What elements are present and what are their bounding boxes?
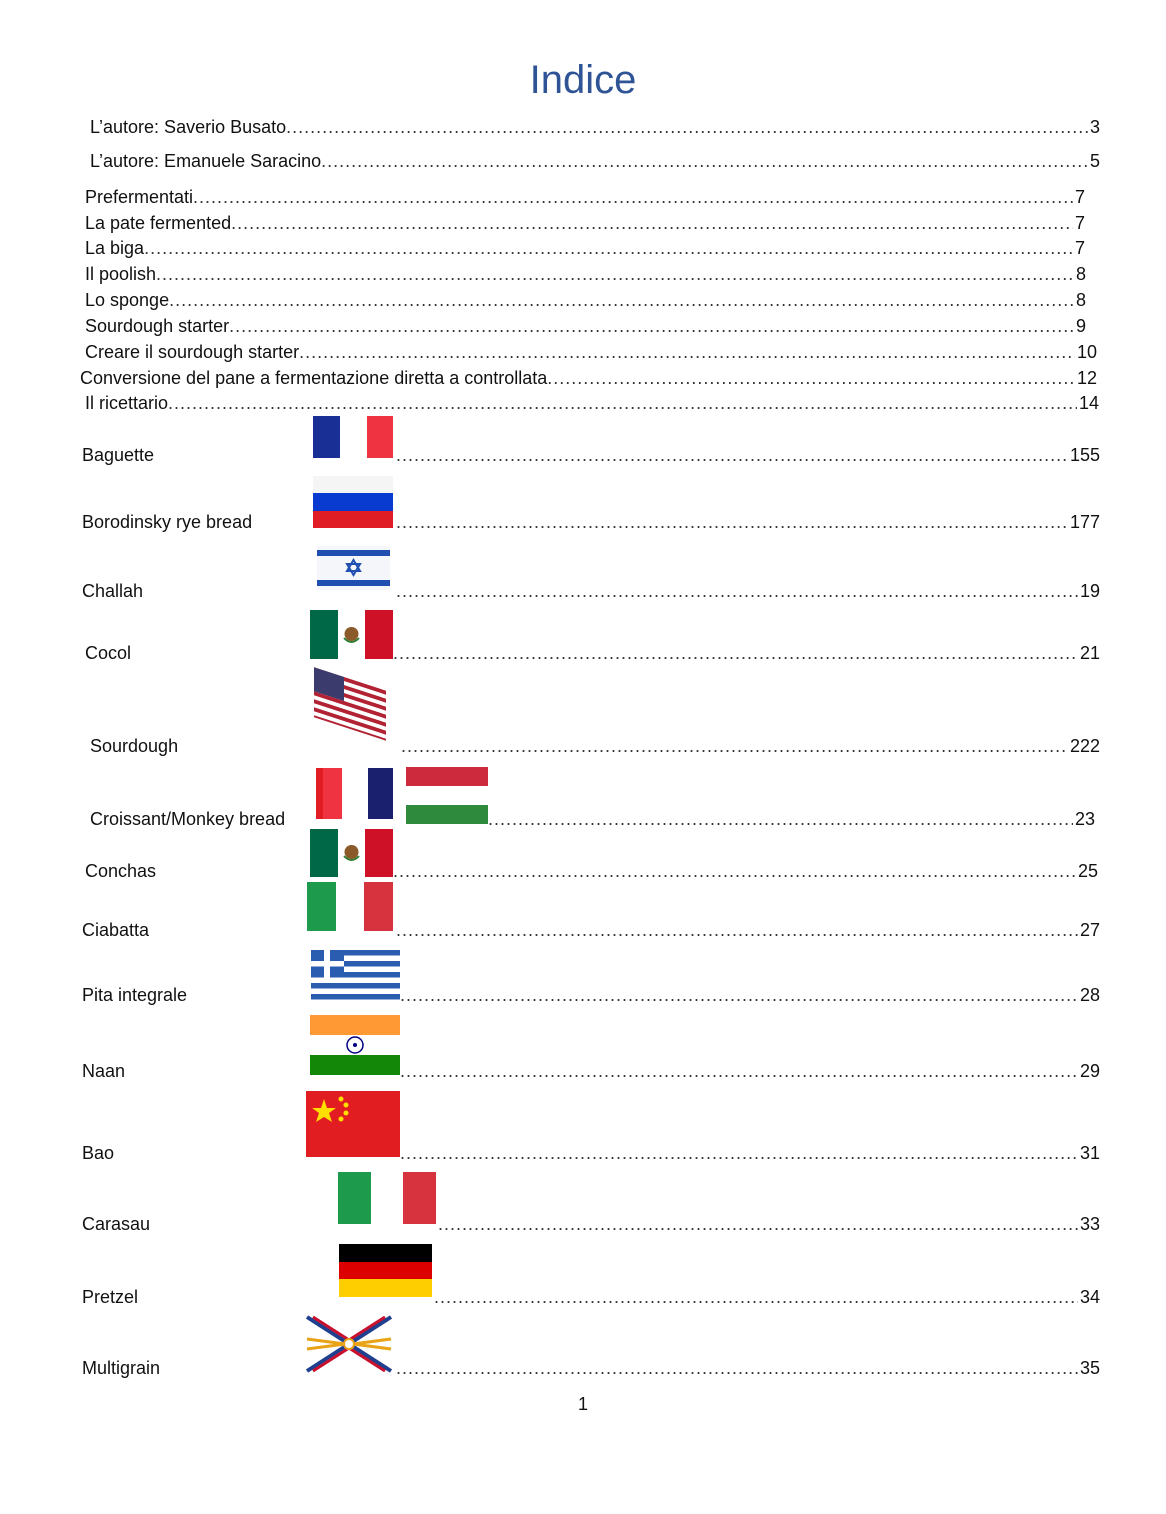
recipe-entry[interactable]: [400, 984, 1100, 1006]
recipe-entry[interactable]: [393, 860, 1098, 882]
dot-leader: [168, 392, 1077, 414]
dot-leader: [393, 860, 1076, 882]
recipe-entry[interactable]: [400, 1060, 1100, 1082]
china-flag-icon: [306, 1091, 400, 1157]
toc-page-number: 12: [1076, 368, 1097, 388]
toc-label: La pate fermented: [85, 213, 232, 233]
recipe-entry[interactable]: [434, 1286, 1100, 1308]
dot-leader: [401, 735, 1068, 757]
dot-leader: [396, 444, 1068, 466]
dot-leader: [156, 263, 1074, 285]
toc-page-number: 14: [1078, 393, 1099, 413]
toc-label: Conversione del pane a fermentazione diretta a controllata: [80, 368, 548, 388]
dot-leader: [321, 150, 1088, 172]
dot-leader: [400, 984, 1078, 1006]
toc-entry[interactable]: [90, 116, 1100, 138]
recipe-entry[interactable]: [401, 735, 1100, 757]
recipe-label[interactable]: Carasau: [82, 1214, 151, 1234]
dot-leader: [396, 511, 1068, 533]
toc-entry[interactable]: [90, 150, 1100, 172]
recipe-entry[interactable]: [438, 1213, 1100, 1235]
dot-leader: [438, 1213, 1078, 1235]
toc-label: L’autore: Emanuele Saracino: [90, 151, 322, 171]
recipe-label[interactable]: Challah: [82, 581, 144, 601]
france-flag-icon: [316, 768, 393, 819]
dot-leader: [144, 237, 1073, 259]
toc-label: L’autore: Saverio Busato: [90, 117, 287, 137]
recipe-label[interactable]: Pita integrale: [82, 985, 188, 1005]
recipe-page-number: 27: [1079, 920, 1100, 940]
recipe-page-number: 34: [1079, 1287, 1100, 1307]
recipe-entry[interactable]: [396, 444, 1100, 466]
dot-leader: [193, 186, 1073, 208]
recipe-label[interactable]: Borodinsky rye bread: [82, 512, 253, 532]
israel-flag-icon: [317, 546, 390, 590]
toc-entry[interactable]: [85, 392, 1099, 414]
toc-page-number: 9: [1075, 316, 1086, 336]
dot-leader: [286, 116, 1088, 138]
toc-page-number: 7: [1074, 238, 1085, 258]
toc-label: Creare il sourdough starter: [85, 342, 300, 362]
toc-label: Prefermentati: [85, 187, 194, 207]
dot-leader: [396, 1357, 1078, 1379]
toc-entry[interactable]: [85, 341, 1097, 363]
toc-entry[interactable]: [85, 212, 1085, 234]
recipe-page-number: 31: [1079, 1143, 1100, 1163]
toc-entry[interactable]: [85, 186, 1085, 208]
toc-label: Il poolish: [85, 264, 157, 284]
recipe-page-number: 155: [1069, 445, 1100, 465]
recipe-entry[interactable]: [488, 808, 1095, 830]
toc-entry[interactable]: [85, 289, 1086, 311]
recipe-label[interactable]: Multigrain: [82, 1358, 161, 1378]
recipe-entry[interactable]: [400, 1142, 1100, 1164]
recipe-label[interactable]: Baguette: [82, 445, 155, 465]
dot-leader: [547, 367, 1075, 389]
toc-page-number: 3: [1089, 117, 1100, 137]
toc-entry[interactable]: [85, 263, 1086, 285]
toc-page-number: 7: [1074, 213, 1085, 233]
recipe-entry[interactable]: [396, 580, 1100, 602]
recipe-label[interactable]: Pretzel: [82, 1287, 139, 1307]
toc-entry[interactable]: [80, 367, 1097, 389]
toc-label: La biga: [85, 238, 145, 258]
toc-label: Sourdough starter: [85, 316, 230, 336]
recipe-page-number: 33: [1079, 1214, 1100, 1234]
recipe-label[interactable]: Sourdough: [90, 736, 179, 756]
usa-flag-icon: [310, 664, 390, 742]
recipe-page-number: 29: [1079, 1061, 1100, 1081]
page-number: 1: [577, 1394, 588, 1414]
hungary-flag-icon: [406, 767, 488, 824]
recipe-page-number: 222: [1069, 736, 1100, 756]
toc-label: Il ricettario: [85, 393, 169, 413]
italy-flag-icon: [307, 882, 393, 931]
dot-leader: [231, 212, 1073, 234]
india-flag-icon: [310, 1015, 400, 1075]
dot-leader: [434, 1286, 1078, 1308]
toc-entry[interactable]: [85, 315, 1086, 337]
recipe-page-number: 21: [1079, 643, 1100, 663]
recipe-label[interactable]: Croissant/Monkey bread: [90, 809, 286, 829]
recipe-label[interactable]: Bao: [82, 1143, 115, 1163]
toc-page-number: 7: [1074, 187, 1085, 207]
france-flag-icon: [313, 416, 393, 458]
greece-flag-icon: [311, 950, 400, 1000]
recipe-entry[interactable]: [396, 919, 1100, 941]
recipe-label[interactable]: Naan: [82, 1061, 126, 1081]
recipe-label[interactable]: Cocol: [85, 643, 132, 663]
toc-page-number: 10: [1076, 342, 1097, 362]
toc-page-number: 5: [1089, 151, 1100, 171]
toc-page-number: 8: [1075, 290, 1086, 310]
recipe-page-number: 177: [1069, 512, 1100, 532]
recipe-page-number: 25: [1077, 861, 1098, 881]
dot-leader: [396, 919, 1078, 941]
toc-page-number: 8: [1075, 264, 1086, 284]
russia-flag-icon: [313, 476, 393, 528]
assyria-flag-icon: [305, 1315, 393, 1373]
dot-leader: [400, 1060, 1078, 1082]
dot-leader: [396, 580, 1078, 602]
italy-flag-icon: [338, 1172, 436, 1224]
germany-flag-icon: [339, 1244, 432, 1297]
dot-leader: [299, 341, 1075, 363]
dot-leader: [393, 642, 1078, 664]
recipe-page-number: 19: [1079, 581, 1100, 601]
dot-leader: [400, 1142, 1078, 1164]
mexico-flag-icon: [310, 829, 393, 877]
recipe-page-number: 23: [1074, 809, 1095, 829]
recipe-label[interactable]: Conchas: [85, 861, 157, 881]
recipe-label[interactable]: Ciabatta: [82, 920, 150, 940]
recipe-page-number: 28: [1079, 985, 1100, 1005]
toc-entry[interactable]: [85, 237, 1085, 259]
mexico-flag-icon: [310, 610, 393, 659]
toc-label: Lo sponge: [85, 290, 170, 310]
recipe-entry[interactable]: [396, 1357, 1100, 1379]
dot-leader: [169, 289, 1074, 311]
dot-leader: [229, 315, 1074, 337]
recipe-entry[interactable]: [396, 511, 1100, 533]
page-title: Indice: [529, 58, 637, 102]
recipe-page-number: 35: [1079, 1358, 1100, 1378]
dot-leader: [488, 808, 1073, 830]
recipe-entry[interactable]: [393, 642, 1100, 664]
